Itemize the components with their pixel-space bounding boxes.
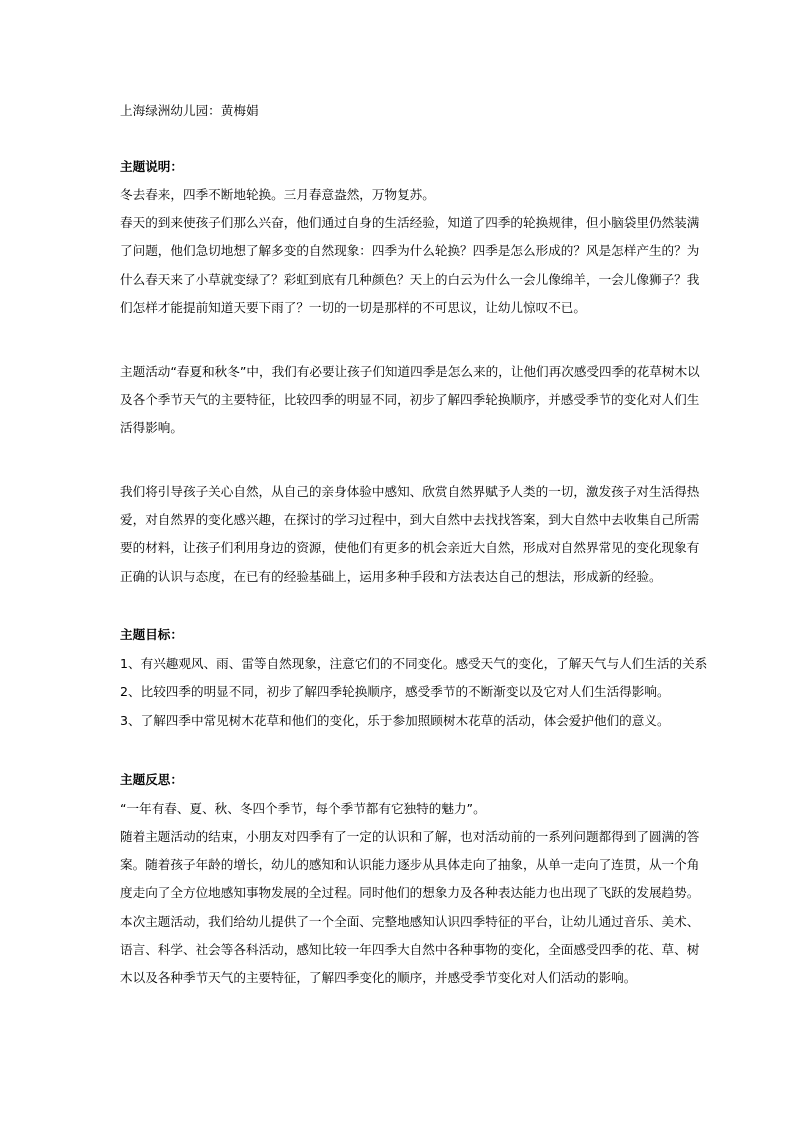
guide-line: 爱，对自然界的变化感兴趣，在探讨的学习过程中，到大自然中去找找答案，到大自然中去收集自己所需 <box>120 512 700 527</box>
reflection-line: 语言、科学、社会等各科活动，感知比较一年四季大自然中各种事物的变化，全面感受四季的花、草、树 <box>120 942 700 957</box>
goal-item: 3、了解四季中常见树木花草和他们的变化，乐于参加照顾树木花草的活动，体会爱护他们的意义。 <box>120 713 670 728</box>
intro-line: 了问题，他们急切地想了解多变的自然现象：四季为什么轮换？四季是怎么形成的？风是怎样产生的？为 <box>120 243 700 258</box>
author-line: 上海绿洲幼儿园：黄梅娟 <box>120 103 259 118</box>
goal-item: 1、有兴趣观风、雨、雷等自然现象，注意它们的不同变化。感受天气的变化，了解天气与人们生活的关系 <box>120 656 708 671</box>
reflection-line: 度走向了全方位地感知事物发展的全过程。同时他们的想象力及各种表达能力也出现了飞跃的发展趋势。 <box>120 885 700 900</box>
goal-item: 2、比较四季的明显不同，初步了解四季轮换顺序，感受季节的不断渐变以及它对人们生活得影响。 <box>120 684 670 699</box>
intro-heading: 主题说明： <box>120 159 183 174</box>
intro-line: 冬去春来，四季不断地轮换。三月春意盎然，万物复苏。 <box>120 187 435 202</box>
activity-line: 活得影响。 <box>120 420 183 435</box>
intro-line: 什么春天来了小草就变绿了？彩虹到底有几种颜色？天上的白云为什么一会儿像绵羊，一会儿像狮子？我 <box>120 272 700 287</box>
intro-line: 春天的到来使孩子们那么兴奋，他们通过自身的生活经验，知道了四季的轮换规律，但小脑袋里仍然装满 <box>120 215 700 230</box>
reflection-line: “一年有春、夏、秋、冬四个季节，每个季节都有它独特的魅力”。 <box>120 801 486 816</box>
guide-line: 正确的认识与态度，在已有的经验基础上，运用多种手段和方法表达自己的想法，形成新的经验。 <box>120 569 662 584</box>
reflection-heading: 主题反思： <box>120 772 183 787</box>
activity-line: 及各个季节天气的主要特征，比较四季的明显不同，初步了解四季轮换顺序，并感受季节的变化对人们生 <box>120 392 700 407</box>
guide-line: 我们将引导孩子关心自然，从自己的亲身体验中感知、欣赏自然界赋予人类的一切，激发孩子对生活得热 <box>120 484 700 499</box>
guide-line: 要的材料，让孩子们利用身边的资源，使他们有更多的机会亲近大自然，形成对自然界常见的变化现象有 <box>120 540 700 555</box>
reflection-line: 本次主题活动，我们给幼儿提供了一个全面、完整地感知认识四季特征的平台，让幼儿通过音乐、美术、 <box>120 914 700 929</box>
reflection-line: 木以及各种季节天气的主要特征，了解四季变化的顺序，并感受季节变化对人们活动的影响。 <box>120 970 637 985</box>
goals-heading: 主题目标： <box>120 627 183 642</box>
activity-line: 主题活动“春夏和秋冬”中，我们有必要让孩子们知道四季是怎么来的，让他们再次感受四季的花草树木以 <box>120 364 700 379</box>
intro-line: 们怎样才能提前知道天要下雨了？一切的一切是那样的不可思议，让幼儿惊叹不已。 <box>120 300 586 315</box>
reflection-line: 案。随着孩子年龄的增长，幼儿的感知和认识能力逐步从具体走向了抽象，从单一走向了连贯，从一个角 <box>120 857 700 872</box>
reflection-line: 随着主题活动的结束，小朋友对四季有了一定的认识和了解，也对活动前的一系列问题都得到了圆满的答 <box>120 829 700 844</box>
